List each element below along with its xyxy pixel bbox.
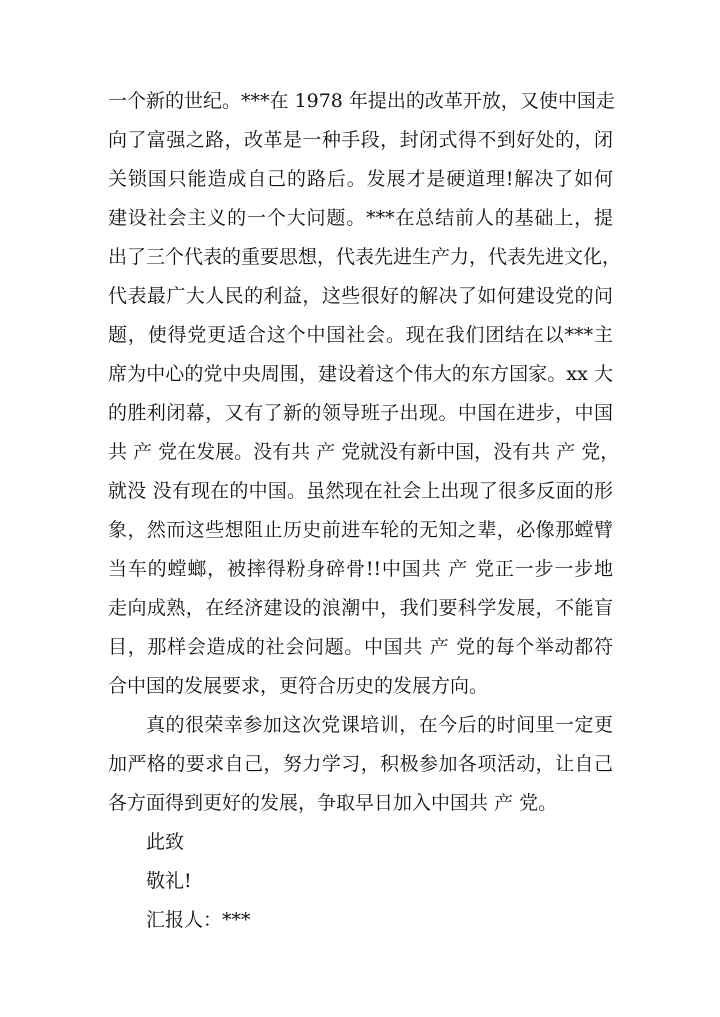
paragraph-line: 真的很荣幸参加这次党课培训，在今后的时间里一定更 (146, 714, 613, 736)
paragraph-line: 各方面得到更好的发展，争取早日加入中国共 产 党。 (108, 792, 558, 814)
paragraph-line: 走向成熟，在经济建设的浪潮中，我们要科学发展，不能盲 (108, 597, 613, 619)
reporter-signature: 汇报人：*** (146, 909, 251, 931)
paragraph-line: 目，那样会造成的社会问题。中国共 产 党的每个举动都符 (108, 636, 613, 658)
paragraph-line: 关锁国只能造成自己的路后。发展才是硬道理!解决了如何 (108, 168, 613, 190)
paragraph-line: 共 产 党在发展。没有共 产 党就没有新中国，没有共 产 党， (108, 441, 620, 463)
paragraph-line: 代表最广大人民的利益，这些很好的解决了如何建设党的问 (108, 285, 613, 307)
paragraph-line: 一个新的世纪。***在 1978 年提出的改革开放，又使中国走 (108, 90, 615, 112)
paragraph-1 (108, 82, 622, 706)
closing-block (108, 823, 613, 940)
paragraph-line: 向了富强之路，改革是一种手段，封闭式得不到好处的，闭 (108, 129, 613, 151)
paragraph-line: 席为中心的党中央周围，建设着这个伟大的东方国家。xx 大 (108, 363, 613, 385)
paragraph-line: 题，使得党更适合这个中国社会。现在我们团结在以***主 (108, 324, 613, 346)
paragraph-line: 合中国的发展要求，更符合历史的发展方向。 (108, 675, 489, 697)
salutation-line-2: 敬礼! (146, 870, 192, 892)
paragraph-line: 加严格的要求自己，努力学习，积极参加各项活动，让自己 (108, 753, 613, 775)
paragraph-line: 出了三个代表的重要思想，代表先进生产力，代表先进文化， (108, 246, 622, 268)
paragraph-line: 建设社会主义的一个大问题。***在总结前人的基础上，提 (108, 207, 613, 229)
paragraph-line: 的胜利闭幕，又有了新的领导班子出现。中国在进步，中国 (108, 402, 613, 424)
paragraph-line: 当车的螳螂，被摔得粉身碎骨!!中国共 产 党正一步一步地 (108, 558, 613, 580)
salutation-line-1: 此致 (146, 831, 185, 853)
paragraph-line: 象，然而这些想阻止历史前进车轮的无知之辈，必像那螳臂 (108, 519, 613, 541)
paragraph-line: 就没 没有现在的中国。虽然现在社会上出现了很多反面的形 (108, 480, 613, 502)
letter-body (108, 82, 622, 940)
paragraph-2 (108, 706, 613, 823)
